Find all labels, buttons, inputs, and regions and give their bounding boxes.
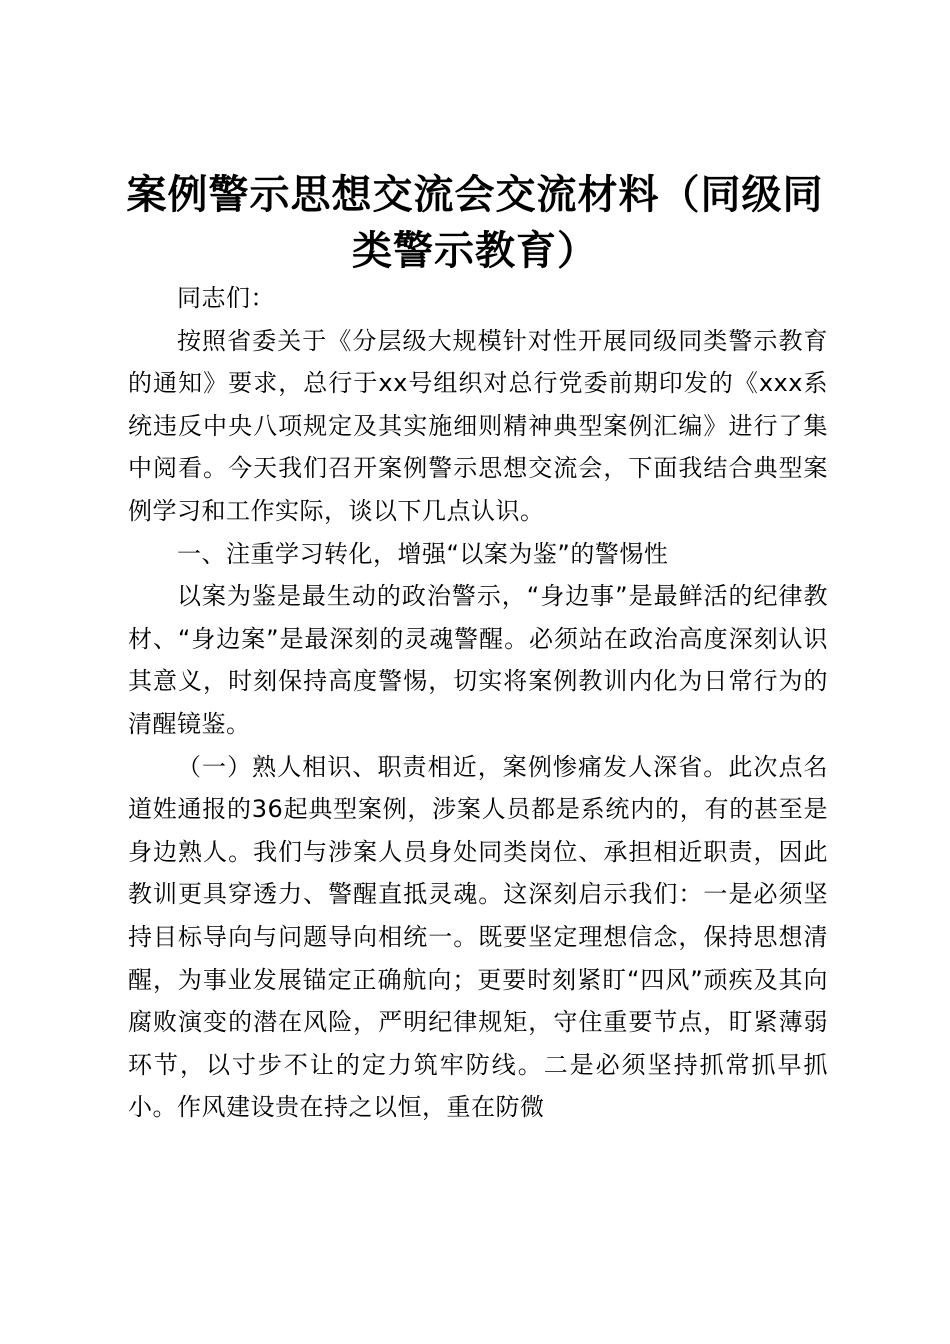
salutation: 同志们：	[177, 284, 275, 312]
paragraph-section-1: 以案为鉴是最生动的政治警示，“身边事”是最鲜活的纪律教材、“身边案”是最深刻的灵魂警醒。必须站在政治高度深刻认识其意义，时刻保持高度警惕，切实将案例教训内化为日常行为的清醒镜鉴。	[128, 582, 828, 738]
document-title-line-2: 类警示教育）	[352, 228, 598, 274]
section-heading-1: 一、注重学习转化，增强“以案为鉴”的警惕性	[177, 539, 669, 568]
paragraph-intro: 按照省委关于《分层级大规模针对性开展同级同类警示教育的通知》要求，总行于xx号组织对总行党委前期印发的《xxx系统违反中央八项规定及其实施细则精神典型案例汇编》进行了集中阅看。今天我们召开案例警示思想交流会，下面我结合典型案例学习和工作实际，谈以下几点认识。	[128, 326, 828, 525]
paragraph-subsection-1: （一）熟人相识、职责相近，案例惨痛发人深省。此次点名道姓通报的36起典型案例，涉案人员都是系统内的，有的甚至是身边熟人。我们与涉案人员身处同类岗位、承担相近职责，因此教训更具穿透力、警醒直抵灵魂。这深刻启示我们：一是必须坚持目标导向与问题导向相统一。既要坚定理想信念，保持思想清醒，为事业发展锚定正确航向；更要时刻紧盯“四风”顽疾及其向腐败演变的潜在风险，严明纪律规矩，守住重要节点，盯紧薄弱环节，以寸步不让的定力筑牢防线。二是必须坚持抓常抓早抓小。作风建设贵在持之以恒，重在防微	[128, 752, 828, 1122]
document-body	[128, 277, 828, 1129]
document-title-line-1: 案例警示思想交流会交流材料（同级同	[126, 172, 824, 218]
